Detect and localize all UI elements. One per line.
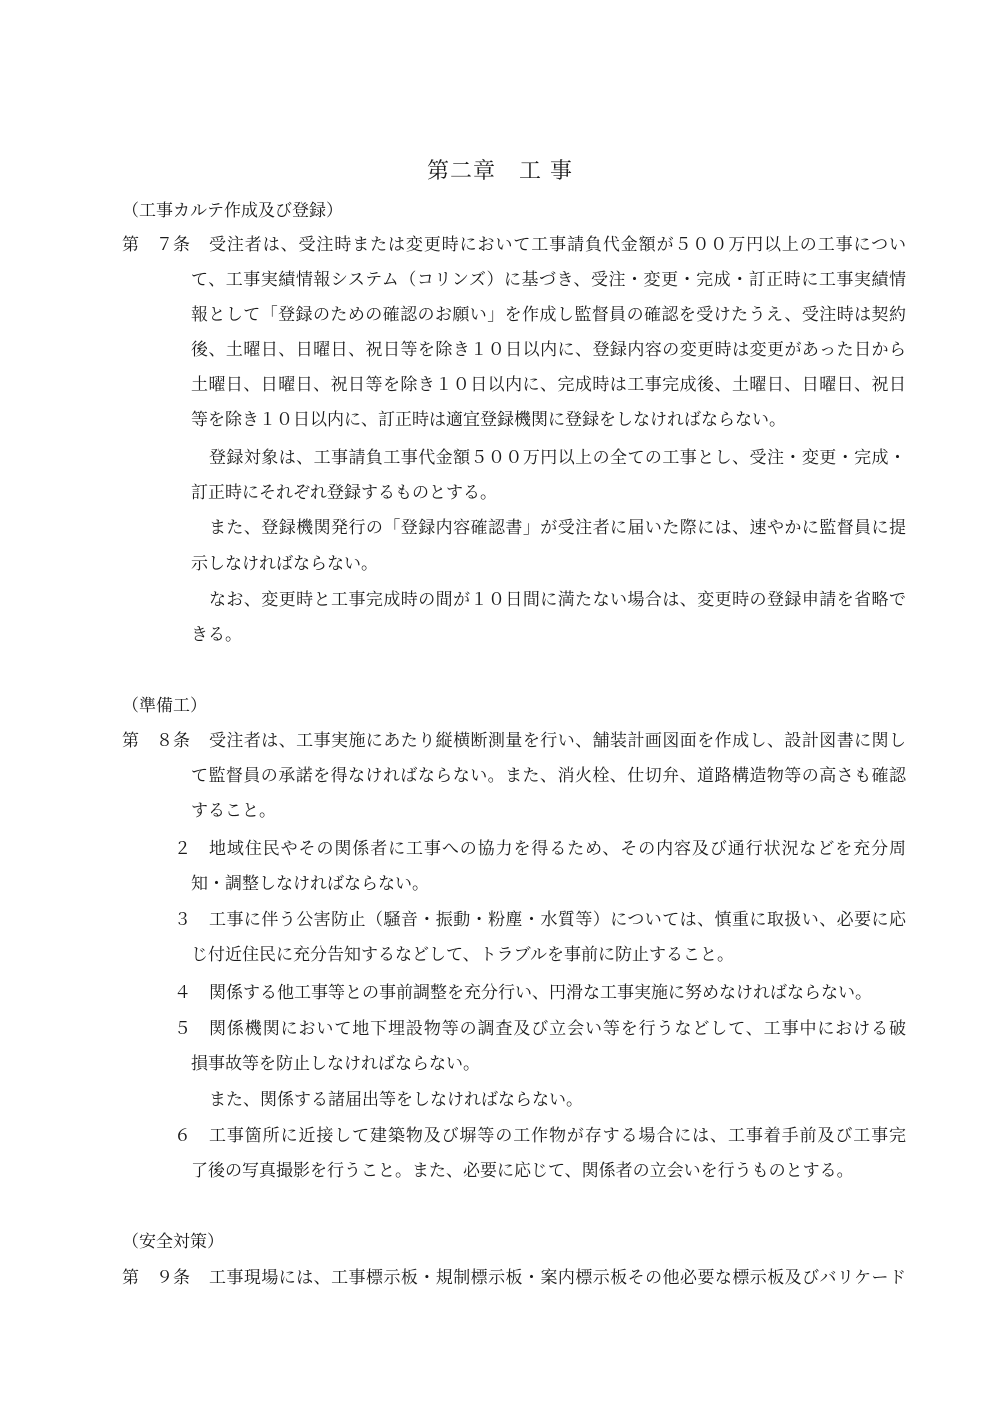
section-heading: （準備工） bbox=[122, 696, 207, 716]
article-text-line: て監督員の承諾を得なければならない。また、消火栓、仕切弁、道路構造物等の高さも確認 bbox=[191, 766, 906, 786]
section-heading: （安全対策） bbox=[122, 1232, 224, 1252]
item-text-line: 損事故等を防止しなければならない。 bbox=[191, 1054, 480, 1074]
article-text-line: すること。 bbox=[191, 801, 276, 821]
item-text-line: じ付近住民に充分告知するなどして、トラブルを事前に防止すること。 bbox=[191, 945, 734, 965]
article-text-line: て、工事実績情報システム（コリンズ）に基づき、受注・変更・完成・訂正時に工事実績情 bbox=[191, 270, 906, 290]
item-number: ４ bbox=[174, 983, 191, 1003]
item-number: ３ bbox=[174, 910, 191, 930]
item-text-line: また、関係する諸届出等をしなければならない。 bbox=[209, 1090, 583, 1110]
article-text-line: 工事現場には、工事標示板・規制標示板・案内標示板その他必要な標示板及びバリケード bbox=[209, 1268, 906, 1288]
item-text-line: 工事に伴う公害防止（騒音・振動・粉塵・水質等）については、慎重に取扱い、必要に応 bbox=[209, 910, 906, 930]
article-text-line: 示しなければならない。 bbox=[191, 554, 378, 574]
item-number: ６ bbox=[174, 1126, 191, 1146]
item-text-line: 知・調整しなければならない。 bbox=[191, 874, 429, 894]
section-heading: （工事カルテ作成及び登録） bbox=[122, 201, 343, 221]
article-text-line: 訂正時にそれぞれ登録するものとする。 bbox=[191, 483, 497, 503]
chapter-title: 第二章 工 事 bbox=[427, 159, 573, 184]
article-number: 第 ８条 bbox=[122, 731, 190, 751]
article-text-line: きる。 bbox=[191, 625, 242, 645]
item-text-line: 地域住民やその関係者に工事への協力を得るため、その内容及び通行状況などを充分周 bbox=[209, 839, 906, 859]
article-text-line: 受注者は、工事実施にあたり縦横断測量を行い、舗装計画図面を作成し、設計図書に関し bbox=[209, 731, 906, 751]
article-text-line: 後、土曜日、日曜日、祝日等を除き１０日以内に、登録内容の変更時は変更があった日から bbox=[191, 340, 907, 360]
article-text-line: また、登録機関発行の「登録内容確認書」が受注者に届いた際には、速やかに監督員に提 bbox=[209, 518, 906, 538]
article-number: 第 ９条 bbox=[122, 1268, 190, 1288]
item-text-line: 工事箇所に近接して建築物及び塀等の工作物が存する場合には、工事着手前及び工事完 bbox=[209, 1126, 906, 1146]
item-number: ２ bbox=[174, 839, 191, 859]
article-text-line: 土曜日、日曜日、祝日等を除き１０日以内に、完成時は工事完成後、土曜日、日曜日、祝日 bbox=[191, 375, 906, 395]
article-text-line: 報として「登録のための確認のお願い」を作成し監督員の確認を受けたうえ、受注時は契約 bbox=[191, 305, 906, 325]
article-text-line: 受注者は、受注時または変更時において工事請負代金額が５００万円以上の工事につい bbox=[209, 235, 906, 255]
article-text-line: なお、変更時と工事完成時の間が１０日間に満たない場合は、変更時の登録申請を省略で bbox=[209, 590, 906, 610]
article-text-line: 等を除き１０日以内に、訂正時は適宜登録機関に登録をしなければならない。 bbox=[191, 410, 786, 430]
item-text-line: 関係する他工事等との事前調整を充分行い、円滑な工事実施に努めなければならない。 bbox=[209, 983, 872, 1003]
article-number: 第 ７条 bbox=[122, 235, 190, 255]
item-text-line: 了後の写真撮影を行うこと。また、必要に応じて、関係者の立会いを行うものとする。 bbox=[191, 1161, 854, 1181]
item-text-line: 関係機関において地下埋設物等の調査及び立会い等を行うなどして、工事中における破 bbox=[209, 1019, 906, 1039]
article-text-line: 登録対象は、工事請負工事代金額５００万円以上の全ての工事とし、受注・変更・完成・ bbox=[209, 448, 906, 468]
item-number: ５ bbox=[174, 1019, 191, 1039]
